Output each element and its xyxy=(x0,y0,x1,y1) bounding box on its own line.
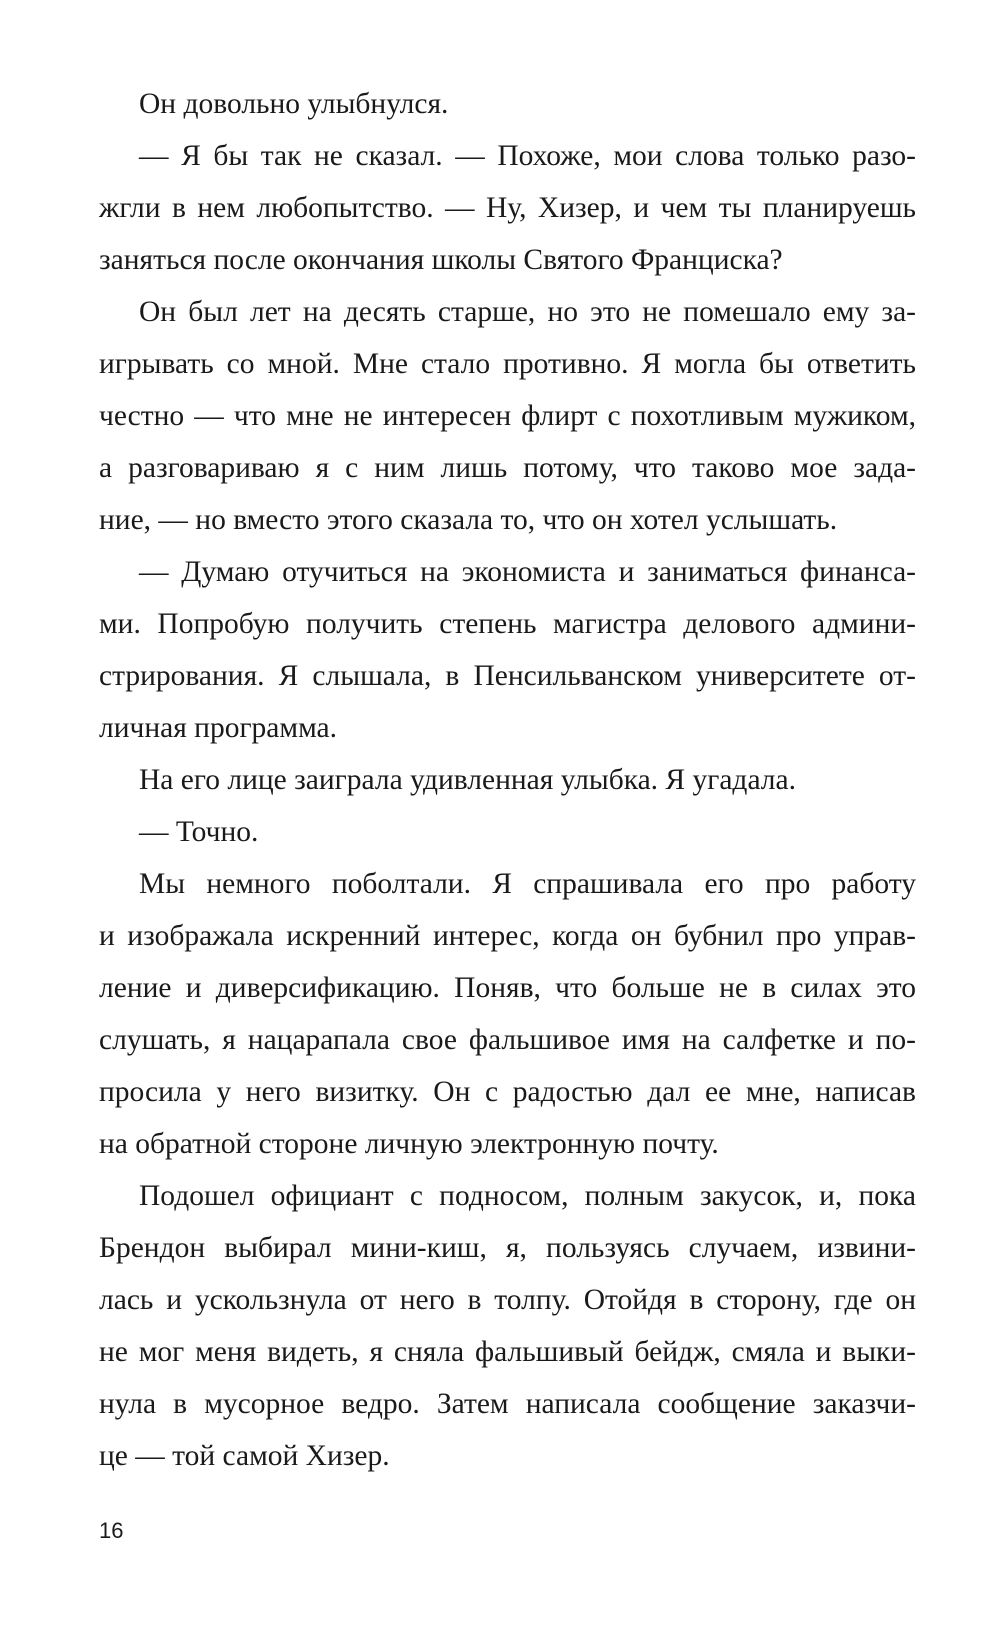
text-line: игрывать со мной. Мне стало противно. Я могла бы ответить xyxy=(99,348,916,380)
text-line: ми. Попробую получить степень магистра делового админи- xyxy=(99,608,916,640)
text-line: честно — что мне не интересен флирт с похотливым мужиком, xyxy=(99,400,916,432)
text-line: лась и ускользнула от него в толпу. Отойдя в сторону, где он xyxy=(99,1284,916,1316)
text-line: не мог меня видеть, я сняла фальшивый бейдж, смяла и выки- xyxy=(99,1336,916,1368)
text-line: заняться после окончания школы Святого Франциска? xyxy=(99,244,783,276)
text-line: це — той самой Хизер. xyxy=(99,1440,390,1472)
text-line: Брендон выбирал мини-киш, я, пользуясь случаем, извини- xyxy=(99,1232,916,1264)
text-line: на обратной стороне личную электронную почту. xyxy=(99,1128,719,1160)
text-line: Мы немного поболтали. Я спрашивала его про работу xyxy=(139,868,916,900)
text-line: ние, — но вместо этого сказала то, что он хотел услышать. xyxy=(99,504,838,536)
body-text xyxy=(99,78,916,1482)
page-number: 16 xyxy=(99,1518,124,1543)
text-line: и изображала искренний интерес, когда он бубнил про управ- xyxy=(99,920,916,952)
text-line: На его лице заиграла удивленная улыбка. Я угадала. xyxy=(139,764,796,796)
text-line: стрирования. Я слышала, в Пенсильванском университете от- xyxy=(99,660,916,692)
text-line: жгли в нем любопытство. — Ну, Хизер, и чем ты планируешь xyxy=(99,192,916,224)
text-line: — Я бы так не сказал. — Похоже, мои слова только разо- xyxy=(139,140,916,172)
text-line: нула в мусорное ведро. Затем написала сообщение заказчи- xyxy=(99,1388,916,1420)
text-line: Он был лет на десять старше, но это не помешало ему за- xyxy=(139,296,916,328)
text-line: слушать, я нацарапала свое фальшивое имя на салфетке и по- xyxy=(99,1024,916,1056)
text-line: просила у него визитку. Он с радостью дал ее мне, написав xyxy=(99,1076,916,1108)
text-line: — Думаю отучиться на экономиста и заниматься финанса- xyxy=(139,556,916,588)
text-line: ление и диверсификацию. Поняв, что больше не в силах это xyxy=(99,972,916,1004)
text-line: Он довольно улыбнулся. xyxy=(139,88,449,120)
text-line: личная программа. xyxy=(99,712,338,744)
text-line: Подошел официант с подносом, полным закусок, и, пока xyxy=(139,1180,916,1212)
text-line: а разговариваю я с ним лишь потому, что таково мое зада- xyxy=(99,452,916,484)
text-line: — Точно. xyxy=(139,816,259,848)
